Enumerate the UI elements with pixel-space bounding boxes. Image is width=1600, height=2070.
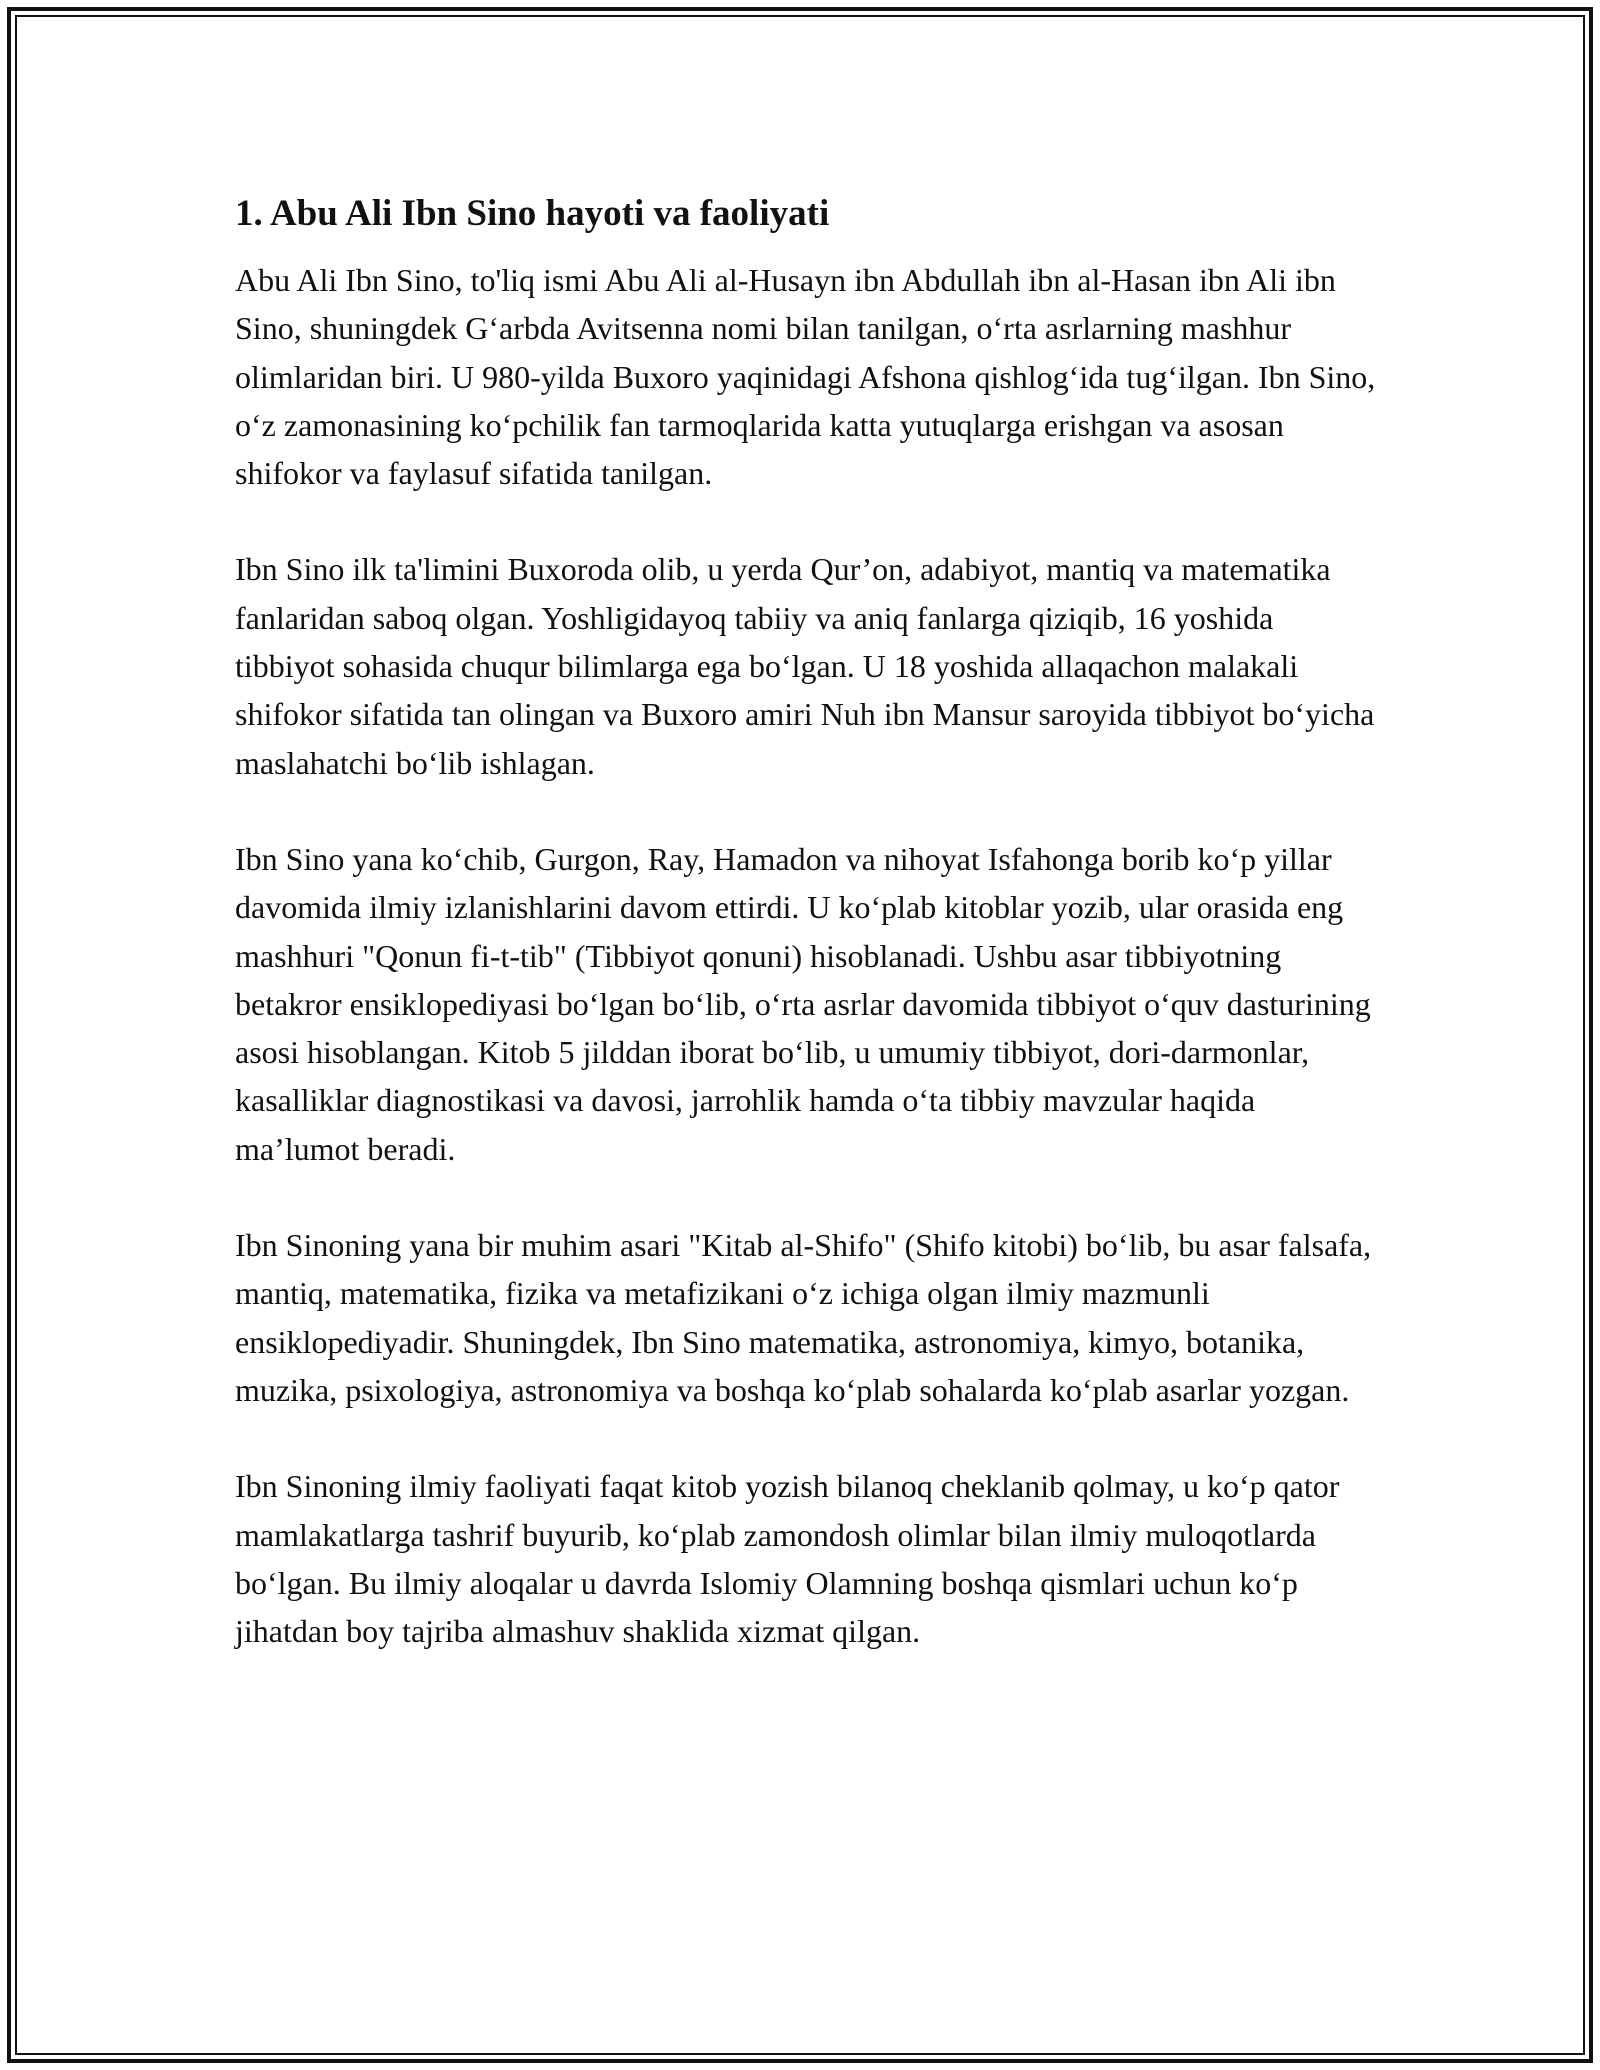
section-heading: 1. Abu Ali Ibn Sino hayoti va faoliyati [235,193,830,234]
paragraph-4: Ibn Sinoning yana bir muhim asari "Kitab al-Shifo" (Shifo kitobi) bo‘lib, bu asar falsafa, mantiq, matematika, fizika va metafizikani o‘z ichiga olgan ilmiy mazmunli ensiklopediyadir. Shuningdek, Ibn Sino matematika, astronomiya, kimyo, botanika, muzika, psixologiya, astronomiya va boshqa ko‘plab sohalarda ko‘plab asarlar yozgan. [235,1227,1372,1408]
paragraph-1: Abu Ali Ibn Sino, to'liq ismi Abu Ali al-Husayn ibn Abdullah ibn al-Hasan ibn Ali ibn Sino, shuningdek G‘arbda Avitsenna nomi bilan tanilgan, o‘rta asrlarning mashhur olimlaridan biri. U 980-yilda Buxoro yaqinidagi Afshona qishlog‘ida tug‘ilgan. Ibn Sino, o‘z zamonasining ko‘pchilik fan tarmoqlarida katta yutuqlarga erishgan va asosan shifokor va faylasuf sifatida tanilgan. [235,262,1376,492]
paragraph-3: Ibn Sino yana ko‘chib, Gurgon, Ray, Hamadon va nihoyat Isfahonga borib ko‘p yillar davomida ilmiy izlanishlarini davom ettirdi. U ko‘plab kitoblar yozib, ular orasida eng mashhuri "Qonun fi-t-tib" (Tibbiyot qonuni) hisoblanadi. Ushbu asar tibbiyotning betakror ensiklopediyasi bo‘lgan bo‘lib, o‘rta asrlar davomida tibbiyot o‘quv dasturining asosi hisoblangan. Kitob 5 jilddan iborat bo‘lib, u umumiy tibbiyot, dori-darmonlar, kasalliklar diagnostikasi va davosi, jarrohlik hamda o‘ta tibbiy mavzular haqida ma’lumot beradi. [235,840,1371,1167]
document-body [235,188,1380,1703]
paragraph-5: Ibn Sinoning ilmiy faoliyati faqat kitob yozish bilanoq cheklanib qolmay, u ko‘p qator mamlakatlarga tashrif buyurib, ko‘plab zamondosh olimlar bilan ilmiy muloqotlarda bo‘lgan. Bu ilmiy aloqalar u davrda Islomiy Olamning boshqa qismlari uchun ko‘p jihatdan boy tajriba almashuv shaklida xizmat qilgan. [235,1468,1340,1650]
paragraph-2: Ibn Sino ilk ta'limini Buxoroda olib, u yerda Qur’on, adabiyot, mantiq va matematika fanlaridan saboq olgan. Yoshligidayoq tabiiy va aniq fanlarga qiziqib, 16 yoshida tibbiyot sohasida chuqur bilimlarga ega bo‘lgan. U 18 yoshida allaqachon malakali shifokor sifatida tan olingan va Buxoro amiri Nuh ibn Mansur saroyida tibbiyot bo‘yicha maslahatchi bo‘lib ishlagan. [235,551,1375,781]
